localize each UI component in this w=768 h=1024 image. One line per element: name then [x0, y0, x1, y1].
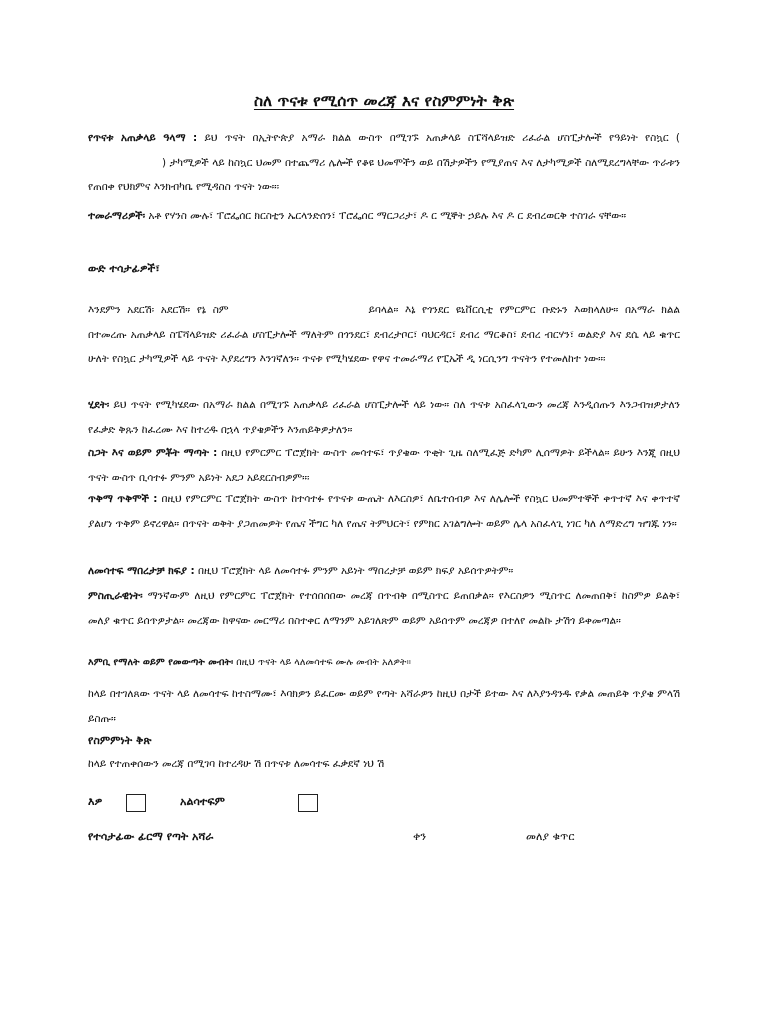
intro-text-a: እንደምን አደርሽ፡ አደርሽ። የኔ ስም	[88, 304, 229, 316]
intro-text-b: ይባላል። እኔ የጎንደር ዩኒቨርሲቲ የምርምር ቡድኑን እወክላለሁ። በአማራ ክልል በተመረጡ አጠቃላይ ስፔሻላይዝድ ሪፈራል ሆስፒታሎች ማለትም በጎንደር፣ ደብረታቦር፣ ባህርዳር፣ ደብረ ማርቆስ፣ ደብረ ብርሃን፣ ወልድያ እና ደሴ ላይ ቁጥር ሁለት የስኳር ታካሚዎች ላይ ጥናት እያደረግን እንገኛለን። ጥናቱ የሚካሄደው የዋና ተመራማሪ የፒኤች ዲ ነርሲንግ ጥናትን የተመለከተ ነው።፡	[88, 304, 680, 365]
consent-statement	[88, 752, 680, 777]
benefits-label: ጥቅማ ጥቅሞች :	[88, 493, 158, 505]
researchers-paragraph	[88, 204, 680, 229]
benefits-text: በዚህ የምርምር ፐሮጀክት ውስጥ ከተሳተፉ የጥናቱ ውጤት ለእርስዎ፣ ለቤተሰብዎ እና ለሌሎች የስኳር ህመምተኞች ቀጥተኛ እና ቀጥተኛ ያልሆነ ጥቅም ይኖረዋል። በጥናት ወቅት ያጋጠመዎት የጤና ችግር ካለ የጤና ትምህርት፣ የምክር አገልግሎት ወይም ሌላ አስፈላጊ ነገር ካለ ለማድረግ ዝግጁ ነን።	[88, 493, 680, 530]
process-paragraph	[88, 393, 680, 442]
confidentiality-paragraph	[88, 584, 680, 633]
payment-text: በዚህ ፐሮጀክት ላይ ለመሳተፉ ምንም አይነት ማበረታቻ ወይም ክፍያ አይሰጥዎትም።	[198, 565, 514, 577]
yes-label: እዎ	[88, 795, 103, 808]
date-label: ቀን	[413, 830, 427, 843]
consent-heading: የስምምነት ቅጽ	[88, 734, 152, 747]
benefits-paragraph	[88, 487, 680, 536]
purpose-paragraph	[88, 126, 680, 200]
withdrawal-paragraph	[88, 651, 680, 676]
consent-options	[88, 792, 688, 814]
purpose-text-b: ) ታካሚዎች ላይ ከስኳር ህመም በተጨማሪ ሌሎች የቆዩ ህመሞችን ወይ በሽታዎችን የሚያጠና እና ለታካሚዎች ስለሚደረግላቸው ጥራቱን የጠበቀ የህክምና እንክብካቤ የሚዳስስ ጥናት ነው።፡	[88, 156, 680, 193]
discomfort-text: በዚህ የምርምር ፐሮጀክት ውስጥ መሳተፍ፣ ጥያቄው ጥቂት ጊዜ ስለሚፈጅ ድካም ሊሰማዎት ይችላል። ይሁን እንጂ በዚህ ጥናት ውስጥ ቢሳተፉ ምንም አይነት አደጋ አይደርስብዎም።፡	[88, 447, 680, 484]
no-label: አልሳተፍም	[180, 795, 225, 808]
id-number-label: መለያ ቁጥር	[526, 830, 575, 843]
no-checkbox[interactable]	[298, 794, 318, 812]
discomfort-label: ስጋት እና ወይም ምቾት ማጣት :	[88, 447, 218, 459]
researchers-text: አቶ የሃንስ ሙሉ፣ ፐሮፌሰር ክርስቲን ኤርላንድሰን፣ ፐሮፌሰር ማርጋሪታ፣ ዶ ር ሚኞት ኃይሉ እና ዶ ር ደብረወርቅ ተስገራ ናቸው።	[148, 210, 627, 222]
withdrawal-label: እምቢ የማለት ወይም የመውጣት መብት፡	[88, 657, 234, 668]
intro-paragraph	[88, 298, 680, 372]
confidentiality-label: ምስጢራዊነት፡	[88, 590, 143, 602]
confidentiality-text: ማንኛውም ለዚህ የምርምር ፐሮጀክት የተሰበሰበው መረጃ በጥብቅ በሚስጥር ይጠበቃል። የእርስዎን ሚስጥር ለመጠበቅ፣ ከስምዎ ይልቅ፣ መለያ ቁጥር ይሰጥዎታል። መረጃው ከዋናው መርማሪ በስተቀር ለማንም አይገለጽም ወይም አይሰጥም መረጃዎ በተለየ መልኩ ታሽጎ ይቀመጣል።	[88, 590, 680, 627]
payment-label: ለመሳተፍ ማበረታቻ ክፍያ :	[88, 565, 195, 577]
signature-label: የተሳታፊው ፊርማ የጣት አሻራ	[88, 830, 214, 843]
withdrawal-text: በዚህ ጥናት ላይ ላለመሳተፍ ሙሉ መብት አለዎት።	[236, 657, 411, 668]
agreement-paragraph	[88, 682, 680, 731]
discomfort-paragraph	[88, 441, 680, 490]
agreement-text: ከላይ በተገለጸው ጥናት ላይ ለመሳተፍ ከተስማሙ፣ እባክዎን ይፈርሙ ወይም የጣት አሻራዎን ከዚህ በታች ይተው እና ለእያንዳንዱ የቃል መጠይቅ ጥያቄ ምላሽ ይስጡ።	[88, 688, 680, 725]
form-title: ስለ ጥናቱ የሚሰጥ መረጃ እና የስምምነት ቅጽ	[253, 92, 515, 110]
purpose-label: የጥናቱ አጠቃላይ ዓላማ :	[88, 132, 198, 144]
process-label: ሂደት፡	[88, 399, 110, 411]
process-text: ይህ ጥናት የሚካሄደው በአማራ ክልል በሚገኙ አጠቃላይ ሪፈራል ሆስፒታሎች ላይ ነው። ስለ ጥናቱ አስፈላጊውን መረጃ እንዲሰጡን እንጋብዝዎታለን የፈቃድ ቅጹን ከፈረሙ እና ከተረዱ በኋላ ጥያቄዎችን እንጠይቅዎታለን።	[88, 399, 680, 436]
greeting-heading: ውድ ተሳታፊዎች፣	[88, 262, 160, 275]
yes-checkbox[interactable]	[126, 794, 146, 812]
consent-statement-text: ከላይ የተጠቀሰውን መረጃ በሚገባ ከተረዳሁ ሽ በጥናቱ ለመሳተፍ ፈቃደኛ ነህ ሽ	[88, 758, 385, 770]
payment-paragraph	[88, 559, 680, 584]
purpose-text-a: ይህ ጥናት በኢትዮጵያ አማራ ክልል ውስጥ በሚገኙ አጠቃላይ ስፔሻላይዝድ ሪፈራል ሆስፒታሎች የዓይነት የስኳር (	[204, 132, 680, 144]
researchers-label: ተመራማሪዎች፡	[88, 210, 146, 222]
